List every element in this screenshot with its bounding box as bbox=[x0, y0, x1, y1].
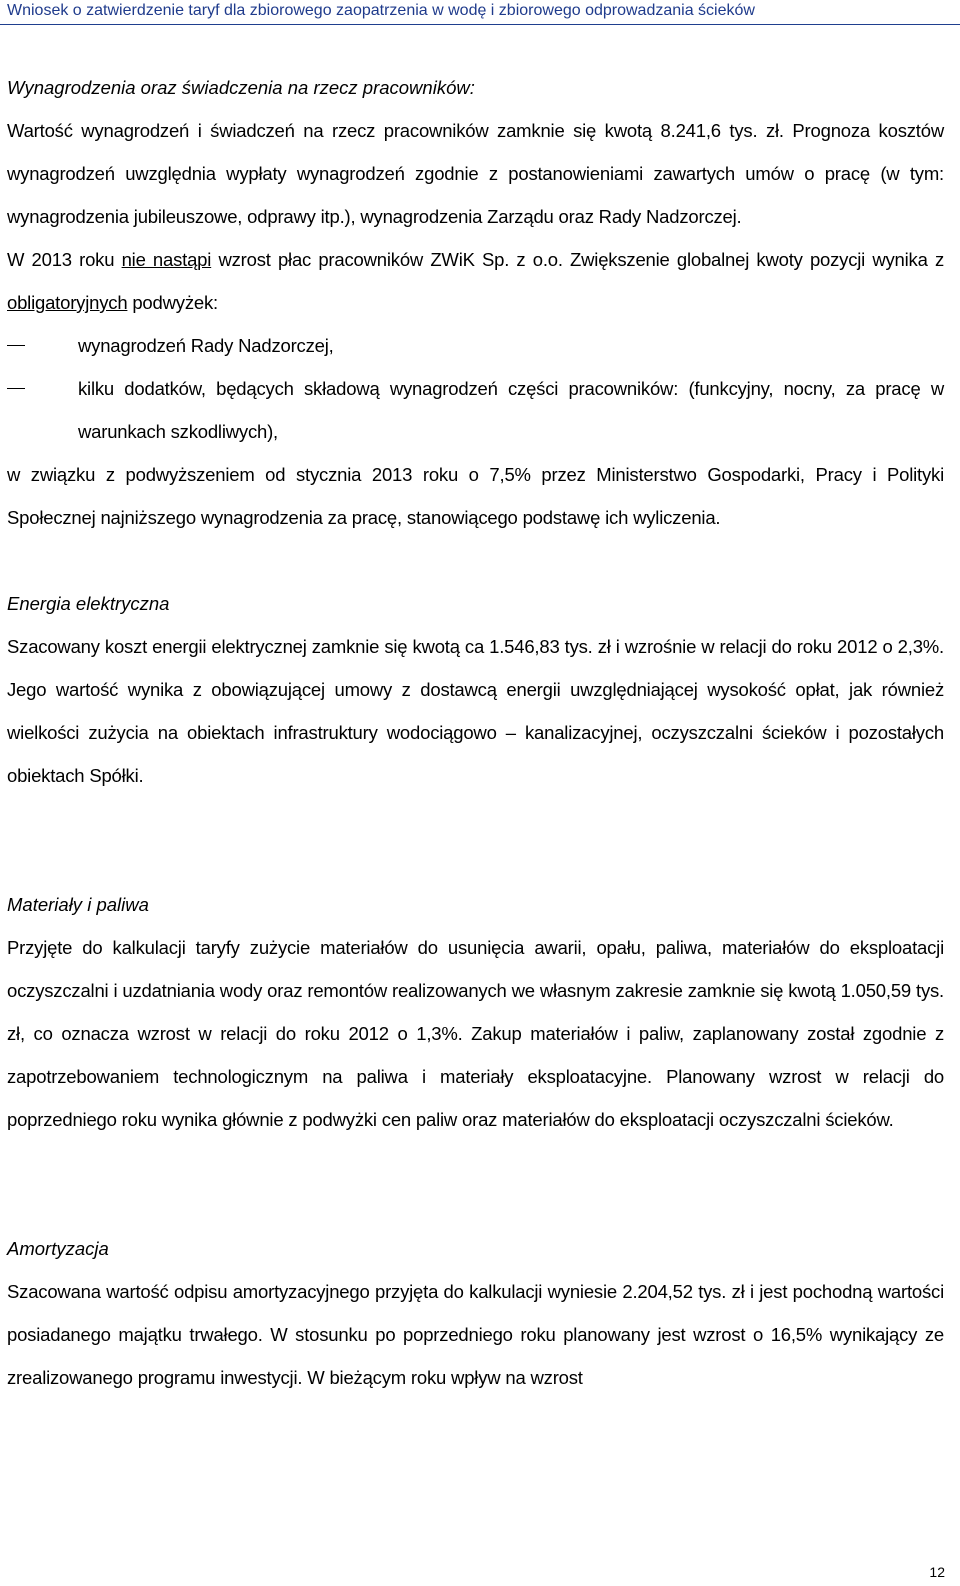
section-heading-depreciation: Amortyzacja bbox=[7, 1238, 109, 1259]
underlined-text-nie-nastapi: nie nastąpi bbox=[121, 249, 212, 270]
section-materials bbox=[7, 883, 944, 1141]
list-item bbox=[7, 367, 944, 453]
paragraph-wages-total: Wartość wynagrodzeń i świadczeń na rzecz pracowników zamknie się kwotą 8.241,6 tys. zł. Prognoza kosztów wynagrodzeń uwzględnia wypłaty wynagrodzeń zgodnie z postanowieniami zawartych umów o pracę (w tym: wynagrodzenia jubileuszowe, odprawy itp.), wynagrodzenia Zarządu oraz Rady Nadzorczej. bbox=[7, 120, 944, 227]
page-number: 12 bbox=[929, 1564, 945, 1580]
list-item-text: kilku dodatków, będących składową wynagrodzeń części pracowników: (funkcyjny, nocny, za pracę w warunkach szkodliwych), bbox=[78, 378, 944, 442]
section-heading-wages: Wynagrodzenia oraz świadczenia na rzecz pracowników: bbox=[7, 77, 475, 98]
document-title: Wniosek o zatwierdzenie taryf dla zbiorowego zaopatrzenia w wodę i zbiorowego odprowadzania ścieków bbox=[7, 2, 755, 19]
text-span: podwyżek: bbox=[127, 292, 218, 313]
paragraph-energy: Szacowany koszt energii elektrycznej zamknie się kwotą ca 1.546,83 tys. zł i wzrośnie w relacji do roku 2012 o 2,3%. Jego wartość wynika z obowiązującej umowy z dostawcą energii uwzględniającej wysokość opłat, jak również wielkości zużycia na obiektach infrastruktury wodociągowo – kanalizacyjnej, oczyszczalni ścieków i pozostałych obiektach Spółki. bbox=[7, 636, 944, 786]
text-span: W 2013 roku bbox=[7, 249, 122, 270]
underlined-text-obligatoryjnych: obligatoryjnych bbox=[7, 292, 128, 313]
paragraph-depreciation: Szacowana wartość odpisu amortyzacyjnego przyjęta do kalkulacji wyniesie 2.204,52 tys. zł i jest pochodną wartości posiadanego majątku trwałego. W stosunku po poprzedniego roku planowany jest wzrost o 16,5% wynikający ze zrealizowanego programu inwestycji. W bieżącym roku wpływ na wzrost bbox=[7, 1281, 944, 1388]
dash-bullet bbox=[7, 345, 25, 346]
section-heading-materials: Materiały i paliwa bbox=[7, 894, 149, 915]
list-item-text: wynagrodzeń Rady Nadzorczej, bbox=[78, 335, 334, 356]
document-body bbox=[7, 66, 944, 1399]
paragraph-materials: Przyjęte do kalkulacji taryfy zużycie materiałów do usunięcia awarii, opału, paliwa, materiałów do eksploatacji oczyszczalni i uzdatniania wody oraz remontów realizowanych we własnym zakresie zamknie się kwotą 1.050,59 tys. zł, co oznacza wzrost w relacji do roku 2012 o 1,3%. Zakup materiałów i paliw, zaplanowany został zgodnie z zapotrzebowaniem technologicznym na paliwa i materiały eksploatacyjne. Planowany wzrost w relacji do poprzedniego roku wynika głównie z podwyżki cen paliw oraz materiałów do eksploatacji oczyszczalni ścieków. bbox=[7, 937, 944, 1130]
section-wages bbox=[7, 66, 944, 539]
section-heading-energy: Energia elektryczna bbox=[7, 593, 170, 614]
paragraph-wages-minimum: w związku z podwyższeniem od stycznia 2013 roku o 7,5% przez Ministerstwo Gospodarki, Pracy i Polityki Społecznej najniższego wynagrodzenia za pracę, stanowiącego podstawę ich wyliczenia. bbox=[7, 464, 944, 528]
dash-bullet bbox=[7, 388, 25, 389]
section-depreciation bbox=[7, 1227, 944, 1399]
raise-list bbox=[7, 324, 944, 453]
paragraph-wages-growth bbox=[7, 238, 944, 324]
text-span: wzrost płac pracowników ZWiK Sp. z o.o. Zwiększenie globalnej kwoty pozycji wynika z bbox=[211, 249, 944, 270]
section-energy bbox=[7, 582, 944, 797]
page-header bbox=[0, 0, 960, 25]
list-item bbox=[7, 324, 944, 367]
